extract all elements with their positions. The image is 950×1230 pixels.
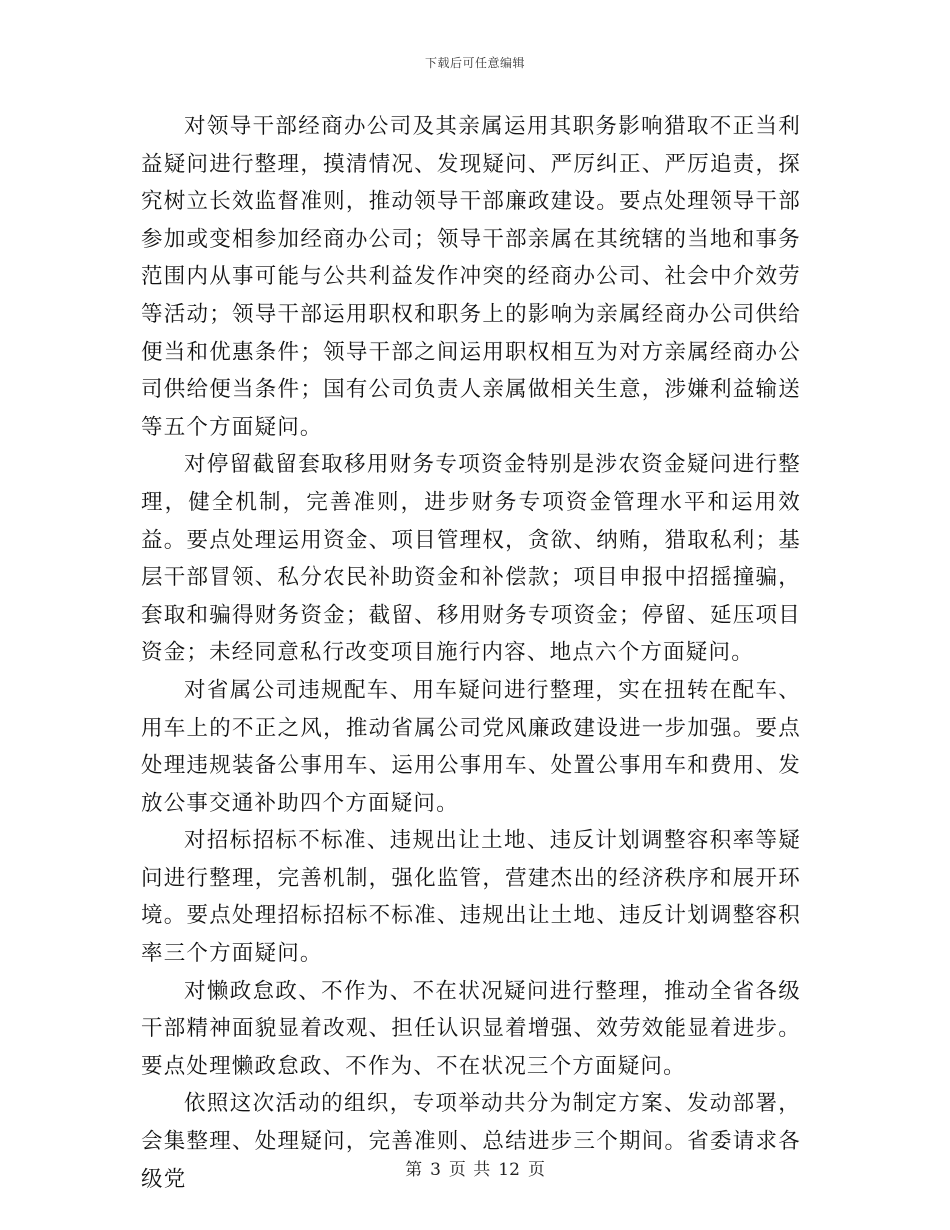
paragraph-4: 对招标招标不标准、违规出让土地、违反计划调整容积率等疑问进行整理，完善机制，强化监管，营建杰出的经济秩序和展开环境。要点处理招标招标不标准、违规出让土地、违反计划调整容积率三个方面疑问。 bbox=[141, 828, 801, 967]
page-header: 下载后可任意编辑 bbox=[424, 56, 525, 70]
paragraph-3: 对省属公司违规配车、用车疑问进行整理，实在扭转在配车、用车上的不正之风，推动省属公司党风廉政建设进一步加强。要点处理违规装备公事用车、运用公事用车、处置公事用车和费用、发放公事交通补助四个方面疑问。 bbox=[141, 677, 801, 816]
footer-total-pages: 12 bbox=[498, 1160, 520, 1180]
footer-middle: 页 共 bbox=[448, 1160, 491, 1180]
paragraph-6: 依照这次活动的组织，专项举动共分为制定方案、发动部署，会集整理、处理疑问，完善准则、总结进步三个期间。省委请求各级党 bbox=[141, 1091, 801, 1192]
footer-page-number: 3 bbox=[430, 1160, 441, 1180]
paragraph-1: 对领导干部经商办公司及其亲属运用其职务影响猎取不正当利益疑问进行整理，摸清情况、发现疑问、严厉纠正、严厉追责，探究树立长效监督准则，推动领导干部廉政建设。要点处理领导干部参加或变相参加经商办公司；领导干部亲属在其统辖的当地和事务范围内从事可能与公共利益发作冲突的经商办公司、社会中介效劳等活动；领导干部运用职权和职务上的影响为亲属经商办公司供给便当和优惠条件；领导干部之间运用职权相互为对方亲属经商办公司供给便当条件；国有公司负责人亲属做相关生意，涉嫌利益输送等五个方面疑问。 bbox=[141, 114, 801, 440]
footer-suffix: 页 bbox=[527, 1160, 545, 1180]
document-body bbox=[141, 108, 801, 1198]
page-footer bbox=[0, 1155, 950, 1180]
paragraph-5: 对懒政怠政、不作为、不在状况疑问进行整理，推动全省各级干部精神面貌显着改观、担任认识显着增强、效劳效能显着进步。要点处理懒政怠政、不作为、不在状况三个方面疑问。 bbox=[141, 978, 801, 1079]
paragraph-2: 对停留截留套取移用财务专项资金特别是涉农资金疑问进行整理，健全机制，完善准则，进步财务专项资金管理水平和运用效益。要点处理运用资金、项目管理权，贪欲、纳贿，猎取私利；基层干部冒领、私分农民补助资金和补偿款；项目申报中招摇撞骗，套取和骗得财务资金；截留、移用财务专项资金；停留、延压项目资金；未经同意私行改变项目施行内容、地点六个方面疑问。 bbox=[141, 452, 801, 666]
footer-prefix: 第 bbox=[405, 1160, 423, 1180]
